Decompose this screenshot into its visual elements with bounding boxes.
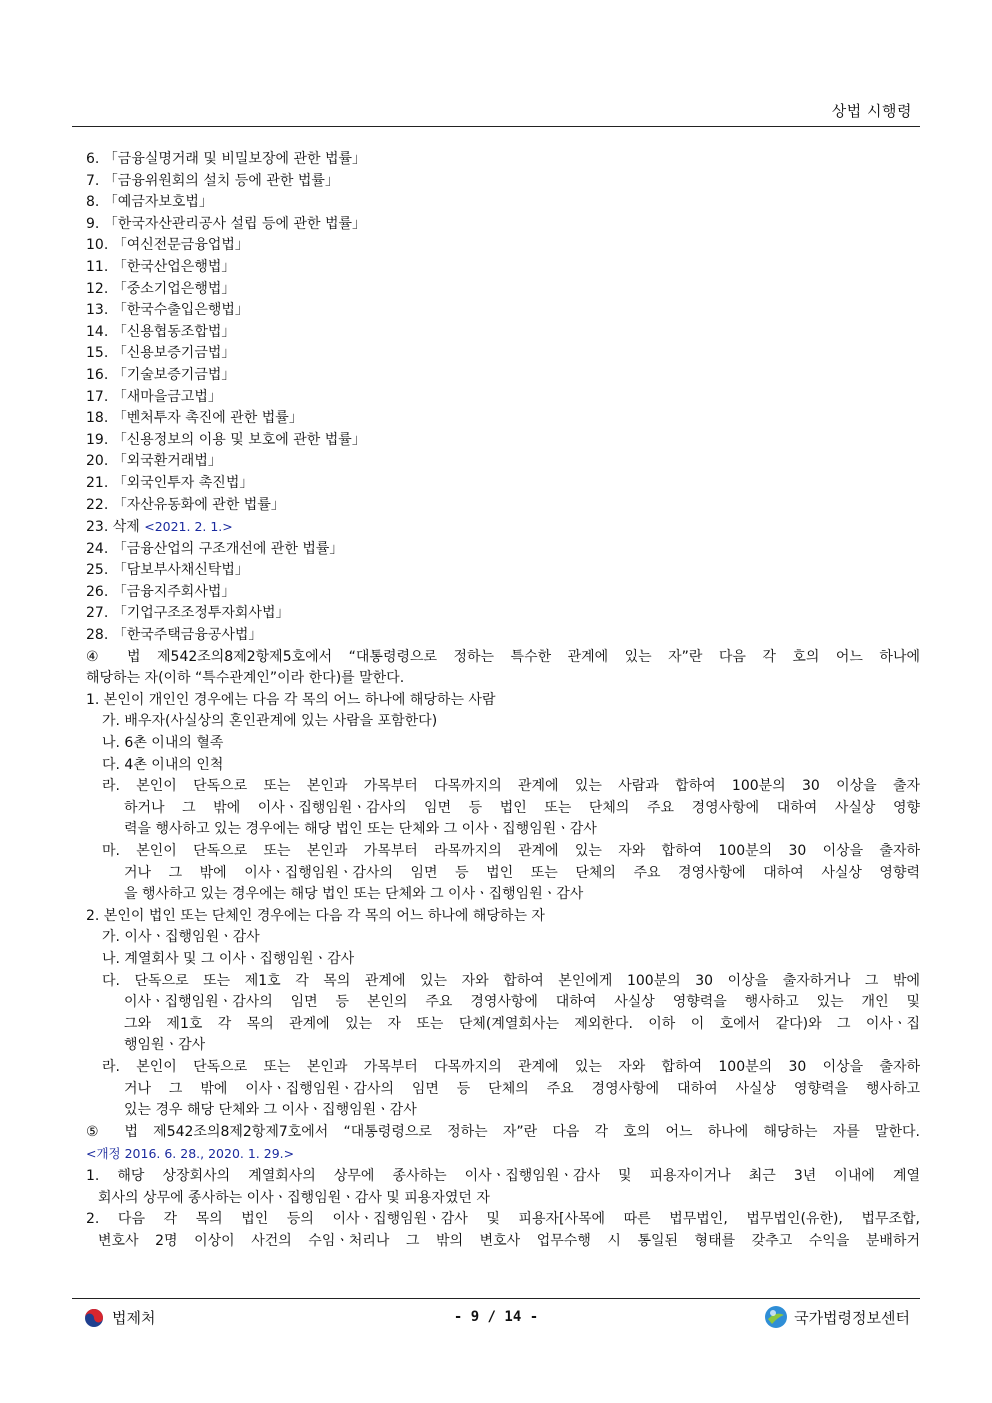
subitem: 라. 본인이 단독으로 또는 본인과 가목부터 다목까지의 관계에 있는 자와 합하여 100분의 30 이상을 출자하 (102, 1058, 920, 1075)
subitem: 나. 6촌 이내의 혈족 (102, 735, 224, 752)
list-item: 19. 「신용정보의 이용 및 보호에 관한 법률」 (86, 431, 366, 448)
subitem: 마. 본인이 단독으로 또는 본인과 가목부터 라목까지의 관계에 있는 자와 합하여 100분의 30 이상을 출자하 (102, 843, 920, 859)
list-item: 16. 「기술보증기금법」 (86, 366, 236, 383)
clause-1-title: 1. 본인이 개인인 경우에는 다음 각 목의 어느 하나에 해당하는 사람 (86, 691, 496, 708)
page-number: - 9 / 14 - (453, 1309, 539, 1325)
subitem-continuation: 행임원ㆍ감사 (124, 1037, 206, 1054)
clause-continuation: 회사의 상무에 종사하는 이사ㆍ집행임원ㆍ감사 및 피용자였던 자 (98, 1189, 490, 1206)
list-item: 13. 「한국수출입은행법」 (86, 302, 249, 319)
amendment-note-line (86, 1143, 920, 1166)
list-item: 20. 「외국환거래법」 (86, 453, 222, 470)
subitem-continuation: 거나 그 밖에 이사ㆍ집행임원ㆍ감사의 임면 등 법인 또는 단체의 주요 경영사항에 대하여 사실상 영향력 (124, 864, 920, 881)
list-item: 9. 「한국자산관리공사 설립 등에 관한 법률」 (86, 215, 366, 232)
list-item: 10. 「여신전문금융업법」 (86, 237, 249, 254)
list-item: 6. 「금융실명거래 및 비밀보장에 관한 법률」 (86, 151, 366, 167)
list-item: 26. 「금융지주회사법」 (86, 583, 236, 600)
list-item: 21. 「외국인투자 촉진법」 (86, 474, 254, 491)
subitem: 나. 계열회사 및 그 이사ㆍ집행임원ㆍ감사 (102, 950, 355, 967)
footer-right (764, 1305, 910, 1329)
clause-2-title: 2. 본인이 법인 또는 단체인 경우에는 다음 각 목의 어느 하나에 해당하는 자 (86, 907, 545, 924)
list-item-deleted (86, 516, 920, 539)
list-item: 15. 「신용보증기금법」 (86, 345, 236, 362)
footer-org-left: 법제처 (112, 1309, 156, 1327)
amendment-note: <개정 2016. 6. 28., 2020. 1. 29.> (86, 1146, 295, 1162)
subitem-continuation: 력을 행사하고 있는 경우에는 해당 법인 또는 단체와 그 이사ㆍ집행임원ㆍ감사 (124, 821, 597, 838)
list-item: 11. 「한국산업은행법」 (86, 258, 236, 275)
list-item: 14. 「신용협동조합법」 (86, 323, 236, 340)
subitem-continuation: 을 행사하고 있는 경우에는 해당 법인 또는 단체와 그 이사ㆍ집행임원ㆍ감사 (124, 886, 584, 903)
clause-1: 1. 해당 상장회사의 계열회사의 상무에 종사하는 이사ㆍ집행임원ㆍ감사 및 피용자이거나 최근 3년 이내에 계열 (86, 1167, 920, 1184)
footer-org-right: 국가법령정보센터 (794, 1308, 910, 1327)
list-item: 27. 「기업구조조정투자회사법」 (86, 605, 290, 622)
subitem: 다. 4촌 이내의 인척 (102, 756, 224, 773)
subitem-continuation: 하거나 그 밖에 이사ㆍ집행임원ㆍ감사의 임면 등 법인 또는 단체의 주요 경영사항에 대하여 사실상 영향 (124, 799, 920, 816)
document-title: 상법 시행령 (831, 102, 912, 120)
subitem-continuation: 그와 제1호 각 목의 관계에 있는 자 또는 단체(계열회사는 제외한다. 이하 이 호에서 같다)와 그 이사ㆍ집 (124, 1015, 920, 1032)
page-header (72, 100, 920, 127)
paragraph-5-line: ⑤ 법 제542조의8제2항제7호에서 “대통령령으로 정하는 자”란 다음 각 호의 어느 하나에 해당하는 자를 말한다. (86, 1123, 920, 1140)
amendment-note: <2021. 2. 1.> (144, 519, 233, 535)
paragraph-4-line: 해당하는 자(이하 “특수관계인”이라 한다)를 말한다. (86, 670, 405, 687)
list-item: 12. 「중소기업은행법」 (86, 280, 236, 297)
subitem: 라. 본인이 단독으로 또는 본인과 가목부터 다목까지의 관계에 있는 사람과 합하여 100분의 30 이상을 출자 (102, 778, 920, 795)
subitem: 다. 단독으로 또는 제1호 각 목의 관계에 있는 자와 합하여 본인에게 100분의 30 이상을 출자하거나 그 밖에 (102, 972, 920, 989)
subitem: 가. 배우자(사실상의 혼인관계에 있는 사람을 포함한다) (102, 713, 438, 730)
subitem-continuation: 거나 그 밖에 이사ㆍ집행임원ㆍ감사의 임면 등 단체의 주요 경영사항에 대하여 사실상 영향력을 행사하고 (124, 1080, 920, 1097)
clause-continuation: 변호사 2명 이상이 사건의 수임ㆍ처리나 그 밖의 변호사 업무수행 시 통일된 형태를 갖추고 수익을 분배하거 (98, 1232, 920, 1249)
subitem-continuation: 있는 경우 해당 단체와 그 이사ㆍ집행임원ㆍ감사 (124, 1102, 417, 1119)
clause-2: 2. 다음 각 목의 법인 등의 이사ㆍ집행임원ㆍ감사 및 피용자[사목에 따른 법무법인, 법무법인(유한), 법무조합, (86, 1211, 920, 1228)
list-item: 8. 「예금자보호법」 (86, 194, 213, 211)
list-item: 24. 「금융산업의 구조개선에 관한 법률」 (86, 540, 344, 557)
list-item: 25. 「담보부사채신탁법」 (86, 562, 249, 579)
subitem: 가. 이사ㆍ집행임원ㆍ감사 (102, 929, 260, 946)
list-item: 28. 「한국주택금융공사법」 (86, 627, 263, 644)
subitem-continuation: 이사ㆍ집행임원ㆍ감사의 임면 등 본인의 주요 경영사항에 대하여 사실상 영향력을 행사하고 있는 개인 및 (124, 994, 920, 1011)
page-footer (72, 1298, 920, 1339)
paragraph-4-line: ④ 법 제542조의8제2항제5호에서 “대통령령으로 정하는 특수한 관계에 있는 자”란 다음 각 호의 어느 하나에 (86, 648, 920, 665)
list-item: 18. 「벤처투자 촉진에 관한 법률」 (86, 410, 303, 427)
list-item: 17. 「새마을금고법」 (86, 388, 222, 405)
document-body (86, 149, 920, 1252)
list-item: 22. 「자산유동화에 관한 법률」 (86, 496, 285, 513)
list-item: 7. 「금융위원회의 설치 등에 관한 법률」 (86, 172, 339, 189)
item-text: 23. 삭제 (86, 519, 145, 536)
globe-logo-icon (764, 1305, 788, 1329)
